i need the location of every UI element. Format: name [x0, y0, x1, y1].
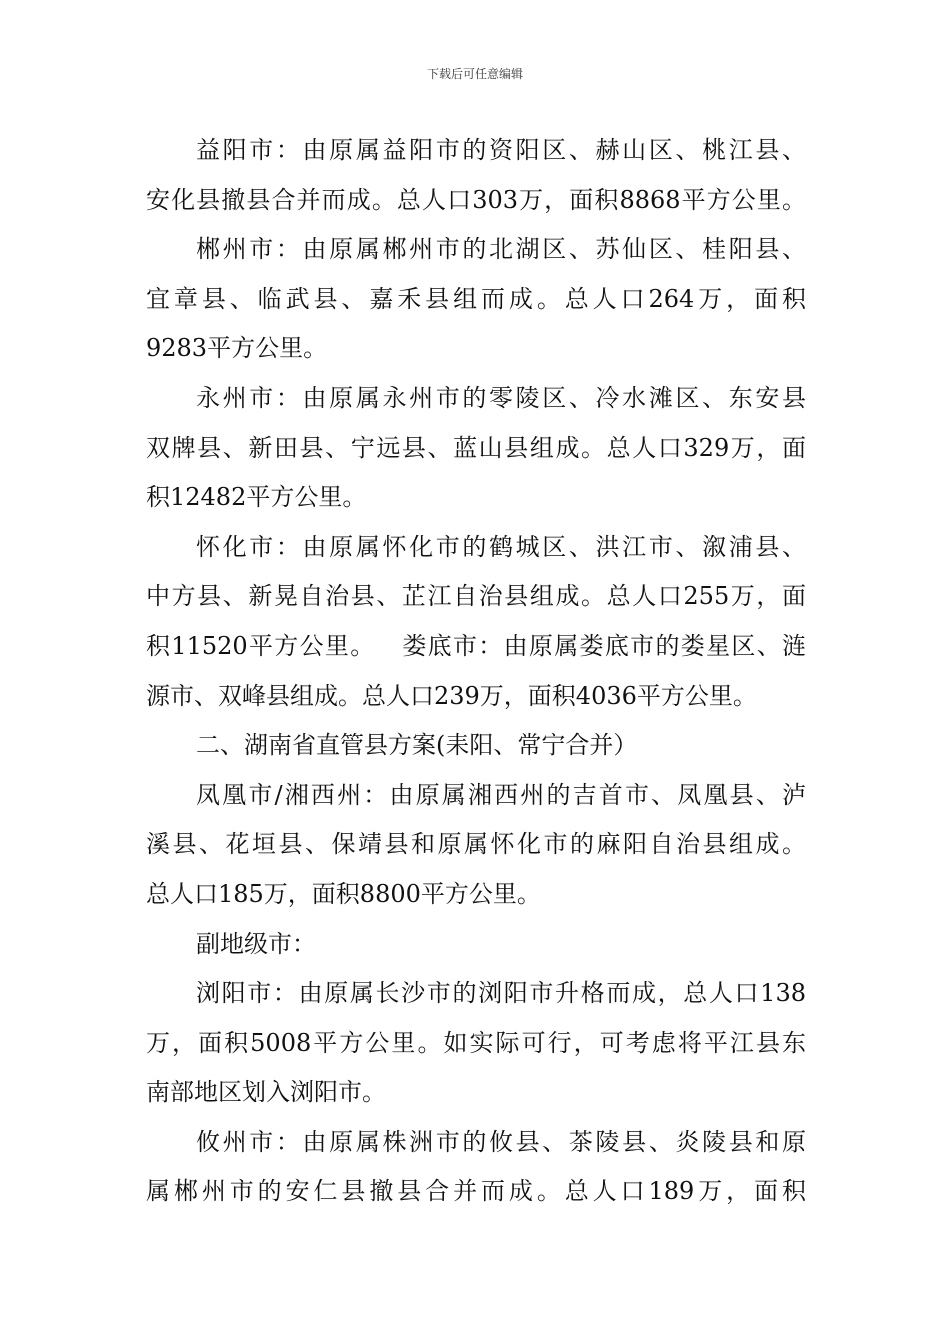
- paragraph-line: 宜章县、临武县、嘉禾县组而成。总人口264万，面积: [146, 284, 806, 313]
- paragraph-line: 南部地区划入浏阳市。: [146, 1078, 386, 1107]
- section-heading: 二、湖南省直管县方案(耒阳、常宁合并）: [196, 731, 638, 760]
- paragraph-line: 积12482平方公里。: [146, 483, 367, 512]
- paragraph-line: 中方县、新晃自治县、芷江自治县组成。总人口255万，面: [146, 582, 806, 611]
- paragraph-line: 属郴州市的安仁县撤县合并而成。总人口189万，面积: [146, 1177, 806, 1206]
- paragraph-line: 郴州市：由原属郴州市的北湖区、苏仙区、桂阳县、: [196, 235, 806, 264]
- paragraph-line: 怀化市：由原属怀化市的鹤城区、洪江市、溆浦县、: [196, 532, 806, 561]
- body-text: [146, 126, 806, 1217]
- paragraph-line: 凤凰市/湘西州：由原属湘西州的吉首市、凤凰县、泸: [196, 780, 806, 809]
- subheading: 副地级市：: [196, 929, 316, 958]
- paragraph-line: 安化县撤县合并而成。总人口303万，面积8868平方公里。: [146, 185, 806, 214]
- paragraph-line: 双牌县、新田县、宁远县、蓝山县组成。总人口329万，面: [146, 433, 806, 462]
- paragraph-line: 积11520平方公里。 娄底市：由原属娄底市的娄星区、涟: [146, 631, 806, 660]
- paragraph-line: 攸州市：由原属株洲市的攸县、茶陵县、炎陵县和原: [196, 1127, 806, 1156]
- paragraph-line: 总人口185万，面积8800平方公里。: [146, 879, 541, 908]
- paragraph-line: 永州市：由原属永州市的零陵区、冷水滩区、东安县: [196, 383, 806, 412]
- page-header: 下载后可任意编辑: [426, 67, 523, 81]
- paragraph-line: 万，面积5008平方公里。如实际可行，可考虑将平江县东: [146, 1028, 806, 1057]
- paragraph-line: 源市、双峰县组成。总人口239万，面积4036平方公里。: [146, 681, 757, 710]
- paragraph-line: 益阳市：由原属益阳市的资阳区、赫山区、桃江县、: [196, 136, 806, 164]
- paragraph-line: 溪县、花垣县、保靖县和原属怀化市的麻阳自治县组成。: [146, 830, 806, 859]
- paragraph-line: 9283平方公里。: [146, 334, 328, 363]
- paragraph-line: 浏阳市：由原属长沙市的浏阳市升格而成，总人口138: [196, 979, 806, 1008]
